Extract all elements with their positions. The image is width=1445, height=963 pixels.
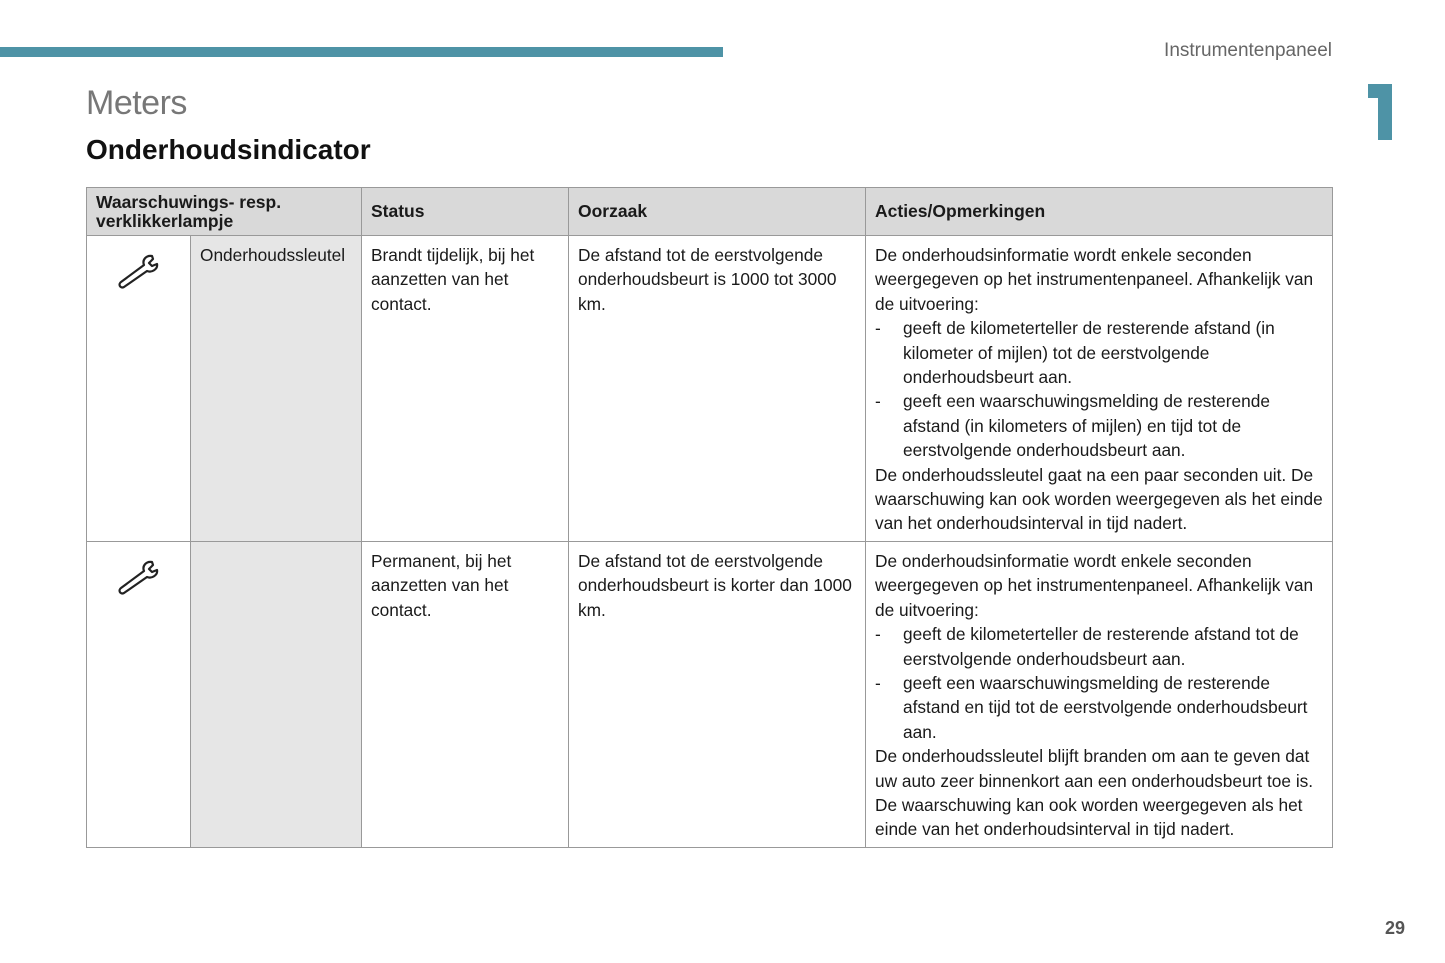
actions-outro: De onderhoudssleutel gaat na een paar seconden uit. De waarschuwing kan ook worden weergegeven als het einde van het onderhoudsinterval in tijd nadert. (875, 464, 1323, 534)
cause-cell: De afstand tot de eerstvolgende onderhoudsbeurt is korter dan 1000 km. (569, 542, 866, 848)
wrench-icon (116, 252, 162, 292)
actions-intro: De onderhoudsinformatie wordt enkele seconden weergegeven op het instrumentenpaneel. Afhankelijk van de uitvoering: (875, 551, 1314, 620)
list-item: - geeft de kilometerteller de resterende afstand tot de eerstvolgende onderhoudsbeurt aan. (875, 622, 1323, 671)
icon-cell (87, 236, 191, 542)
indicator-name (191, 542, 362, 848)
wrench-icon (116, 558, 162, 598)
cause-cell: De afstand tot de eerstvolgende onderhoudsbeurt is 1000 tot 3000 km. (569, 236, 866, 542)
table-row (87, 236, 1333, 542)
actions-list (875, 316, 1323, 462)
indicator-name: Onderhoudssleutel (191, 236, 362, 542)
indicator-table (86, 187, 1333, 848)
list-item: - geeft de kilometerteller de resterende afstand (in kilometer of mijlen) tot de eerstvolgende onderhoudsbeurt aan. (875, 316, 1323, 389)
actions-intro: De onderhoudsinformatie wordt enkele seconden weergegeven op het instrumentenpaneel. Afhankelijk van de uitvoering: (875, 245, 1314, 314)
actions-outro: De onderhoudssleutel blijft branden om aan te geven dat uw auto zeer binnenkort aan een onderhoudsbeurt toe is. De waarschuwing kan ook worden weergegeven als het einde van het onderhoudsinterval in tijd nadert. (875, 746, 1314, 840)
actions-cell (866, 236, 1333, 542)
header-accent-bar (0, 47, 723, 57)
table-row (87, 542, 1333, 848)
header-cell: Oorzaak (569, 188, 866, 236)
chapter-number (1368, 84, 1394, 140)
list-item: - geeft een waarschuwingsmelding de resterende afstand (in kilometers of mijlen) en tijd tot de eerstvolgende onderhoudsbeurt aan. (875, 389, 1323, 462)
status-cell: Brandt tijdelijk, bij het aanzetten van het contact. (362, 236, 569, 542)
header-cell: Waarschuwings- resp. verklikkerlampje (87, 188, 362, 236)
page-number: 29 (1384, 918, 1405, 938)
header-cell: Acties/Opmerkingen (866, 188, 1333, 236)
icon-cell (87, 542, 191, 848)
list-item: - geeft een waarschuwingsmelding de resterende afstand en tijd tot de eerstvolgende onderhoudsbeurt aan. (875, 671, 1323, 744)
header-cell: Status (362, 188, 569, 236)
section-title: Instrumentenpaneel (1164, 40, 1332, 61)
actions-list (875, 622, 1323, 744)
actions-cell (866, 542, 1333, 848)
page-title: Meters (86, 84, 187, 122)
status-cell: Permanent, bij het aanzetten van het contact. (362, 542, 569, 848)
table-header-row (87, 188, 1333, 236)
page-subtitle: Onderhoudsindicator (86, 134, 371, 165)
